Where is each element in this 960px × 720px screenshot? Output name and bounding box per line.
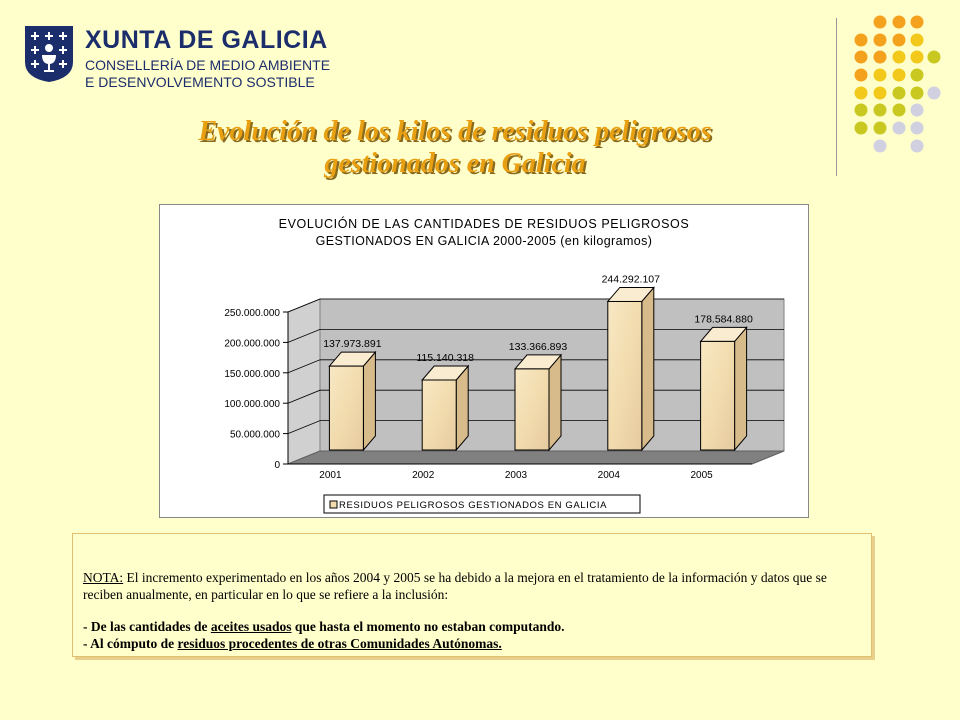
slide-title-line-2: gestionados en Galicia <box>324 148 586 179</box>
slide-title <box>0 116 910 180</box>
dot-icon <box>855 51 868 64</box>
note-item-1-post: que hasta el momento no estaban computando. <box>291 619 565 634</box>
data-label: 178.584.880 <box>694 313 753 326</box>
data-label: 137.973.891 <box>323 338 382 351</box>
bar-front <box>701 341 735 450</box>
note-item-1 <box>83 618 861 635</box>
note-text: El incremento experimentado en los años 2004 y 2005 se ha debido a la mejora en el tratamiento de la información y datos que se reciben anualmente, en particular en lo que se refiere a la inclusión: <box>83 570 827 602</box>
data-label: 115.140.318 <box>416 351 475 364</box>
dot-icon <box>874 69 887 82</box>
bar-front <box>422 380 456 450</box>
bar-side <box>642 287 654 450</box>
note-item-1-pre: - De las cantidades de <box>83 619 211 634</box>
note-item-2-link: residuos procedentes de otras Comunidades Autónomas. <box>177 636 502 651</box>
legend-swatch-icon <box>330 501 337 508</box>
dot-icon <box>928 51 941 64</box>
data-label: 244.292.107 <box>601 273 661 286</box>
dot-icon <box>874 16 887 29</box>
dot-icon <box>855 34 868 47</box>
bar-chart <box>160 205 808 517</box>
bar <box>608 287 654 450</box>
dot-icon <box>911 140 924 153</box>
slide-title-line-1: Evolución de los kilos de residuos peligrosos <box>198 116 712 147</box>
dot-icon <box>911 16 924 29</box>
dept-line-1: CONSELLERÍA DE MEDIO AMBIENTE <box>85 57 331 73</box>
x-tick-label: 2001 <box>319 470 342 481</box>
note-item-2-pre: - Al cómputo de <box>83 636 178 651</box>
x-tick-label: 2002 <box>412 470 435 481</box>
plot-side-wall <box>288 299 320 464</box>
bar-front <box>329 366 363 450</box>
bar-side <box>549 355 561 450</box>
dot-icon <box>911 51 924 64</box>
dot-icon <box>928 87 941 100</box>
chart-title-line-1: EVOLUCIÓN DE LAS CANTIDADES DE RESIDUOS PELIGROSOS <box>278 217 690 231</box>
bar-front <box>515 369 549 450</box>
y-tick-label: 200.000.000 <box>224 338 280 350</box>
note-paragraph <box>83 569 861 603</box>
bar <box>422 366 468 450</box>
dept-line-2: E DESENVOLVEMENTO SOSTIBLE <box>85 74 315 90</box>
dot-icon <box>893 34 906 47</box>
note-item-2 <box>83 635 861 652</box>
bar <box>701 327 747 450</box>
dot-icon <box>893 69 906 82</box>
dot-icon <box>911 69 924 82</box>
y-tick-label: 150.000.000 <box>224 368 280 380</box>
dot-icon <box>893 104 906 117</box>
y-tick-label: 0 <box>274 460 280 471</box>
xunta-logo-icon <box>23 24 75 84</box>
note-box <box>72 533 872 657</box>
dot-icon <box>874 104 887 117</box>
legend-label: RESIDUOS PELIGROSOS GESTIONADOS EN GALICIA <box>339 500 608 511</box>
dot-icon <box>874 87 887 100</box>
dot-icon <box>893 51 906 64</box>
y-tick-label: 250.000.000 <box>224 308 280 319</box>
org-header <box>85 26 330 91</box>
chart-container <box>159 204 809 518</box>
dot-icon <box>855 69 868 82</box>
data-label: 133.366.893 <box>508 340 568 353</box>
dot-icon <box>911 122 924 135</box>
x-tick-label: 2003 <box>504 470 528 481</box>
bar-side <box>735 327 747 450</box>
dot-icon <box>911 104 924 117</box>
org-name: XUNTA DE GALICIA <box>85 26 328 54</box>
bar <box>329 352 375 450</box>
note-label: NOTA: <box>83 570 124 585</box>
dot-icon <box>893 16 906 29</box>
plot-floor <box>288 451 784 464</box>
note-item-1-link: aceites usados <box>210 619 292 634</box>
y-tick-label: 100.000.000 <box>224 399 280 411</box>
dot-icon <box>911 34 924 47</box>
y-tick-label: 50.000.000 <box>229 429 280 441</box>
dot-icon <box>855 104 868 117</box>
dot-icon <box>874 34 887 47</box>
bar-front <box>608 301 642 450</box>
dot-icon <box>911 87 924 100</box>
bar <box>515 355 561 450</box>
dot-icon <box>874 51 887 64</box>
x-tick-label: 2005 <box>690 470 713 481</box>
x-tick-label: 2004 <box>597 470 620 481</box>
dot-icon <box>855 87 868 100</box>
dot-icon <box>893 87 906 100</box>
bar-side <box>363 352 375 450</box>
chart-title-line-2: GESTIONADOS EN GALICIA 2000-2005 (en kilogramos) <box>315 234 653 248</box>
